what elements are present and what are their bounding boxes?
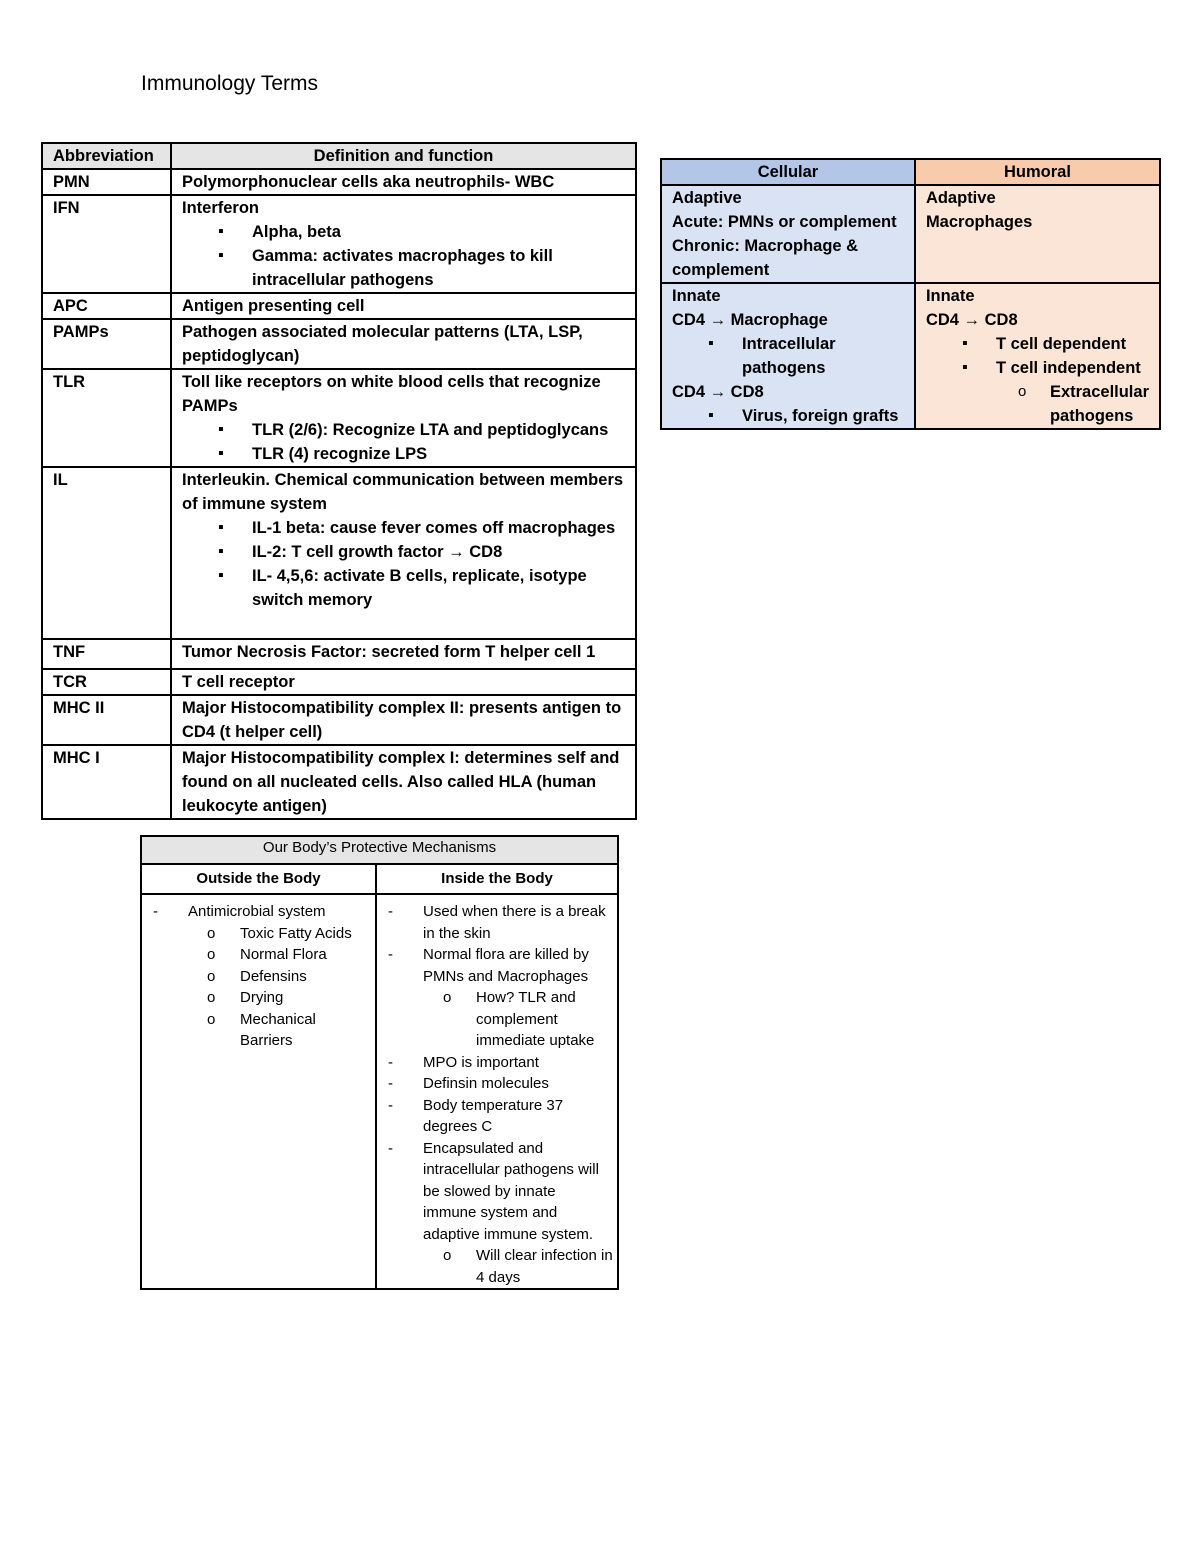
terms-header-row [42, 143, 636, 169]
term-definition [171, 169, 636, 195]
bullet-item: ▪ T cell dependent [926, 332, 1149, 356]
list-item: - Definsin molecules [387, 1073, 613, 1095]
bullet-item: ▪ T cell independent [926, 356, 1149, 380]
header-cellular: Cellular [661, 159, 915, 185]
term-definition [171, 369, 636, 467]
terms-row [42, 639, 636, 669]
sub-list-item: o Drying [152, 987, 371, 1009]
bullet-item: ▪ Virus, foreign grafts [672, 404, 904, 428]
terms-row [42, 369, 636, 467]
sub-list-item: o Toxic Fatty Acids [152, 923, 371, 945]
sub-list-item: o Will clear infection in 4 days [387, 1245, 613, 1288]
definition-text: Pathogen associated molecular patterns (LTA, LSP, peptidoglycan) [182, 323, 583, 365]
outside-body-cell [141, 894, 376, 1289]
terms-row [42, 695, 636, 745]
list-item: - Normal flora are killed by PMNs and Macrophages [387, 944, 613, 987]
bullet-list [672, 404, 904, 428]
sub-list-item: o Normal Flora [152, 944, 371, 966]
term-definition [171, 319, 636, 369]
bullet-list [182, 220, 625, 292]
adaptive-row [661, 185, 1160, 283]
cellular-innate-cell [661, 283, 915, 429]
bullet-item: ▪ Alpha, beta [182, 220, 625, 244]
bullet-item: ▪ Intracellular pathogens [672, 332, 904, 380]
dash-list [387, 901, 613, 987]
header-humoral: Humoral [915, 159, 1160, 185]
header-inside-body: Inside the Body [376, 864, 618, 894]
text-line: CD4 → CD8 [925, 311, 1018, 329]
inside-body-cell [376, 894, 618, 1289]
text-line: CD4 → Macrophage [672, 311, 828, 329]
definition-text: T cell receptor [182, 673, 295, 691]
bullet-item: ▪ IL-2: T cell growth factor → CD8 [182, 540, 625, 564]
term-definition [171, 639, 636, 669]
list-item: - Used when there is a break in the skin [387, 901, 613, 944]
term-abbreviation: APC [42, 293, 171, 319]
terms-row [42, 169, 636, 195]
text-line: Adaptive [672, 189, 742, 207]
definition-text: Tumor Necrosis Factor: secreted form T helper cell 1 [182, 643, 596, 661]
term-definition [171, 467, 636, 639]
bullet-list [182, 516, 625, 612]
protective-title: Our Body’s Protective Mechanisms [141, 836, 618, 864]
terms-row [42, 319, 636, 369]
innate-row [661, 283, 1160, 429]
text-line: Macrophages [925, 213, 1033, 231]
term-definition [171, 195, 636, 293]
definition-text: Major Histocompatibility complex II: presents antigen to CD4 (t helper cell) [182, 699, 622, 741]
list-item: - MPO is important [387, 1052, 613, 1074]
definition-text: Interleukin. Chemical communication between members of immune system [182, 471, 624, 513]
term-abbreviation: MHC II [42, 695, 171, 745]
cellular-adaptive-cell [661, 185, 915, 283]
terms-row [42, 195, 636, 293]
definition-text: Antigen presenting cell [182, 297, 365, 315]
sub-list-item: o Defensins [152, 966, 371, 988]
definition-text: Major Histocompatibility complex I: determines self and found on all nucleated cells. Also called HLA (human leukocyte antigen) [182, 749, 620, 815]
term-definition [171, 745, 636, 819]
text-line: Adaptive [925, 189, 996, 207]
dash-list [387, 1052, 613, 1246]
text-line: CD4 → CD8 [672, 383, 764, 401]
inside-sub-list [387, 987, 613, 1052]
text-line: Acute: PMNs or complement [672, 213, 897, 231]
definition-text: Toll like receptors on white blood cells that recognize PAMPs [182, 373, 601, 415]
terms-table [41, 142, 637, 820]
terms-row [42, 293, 636, 319]
bullet-item: ▪ TLR (2/6): Recognize LTA and peptidoglycans [182, 418, 625, 442]
bullet-list [182, 418, 625, 466]
term-abbreviation: TNF [42, 639, 171, 669]
bullet-item: ▪ IL- 4,5,6: activate B cells, replicate, isotype switch memory [182, 564, 625, 612]
term-definition [171, 669, 636, 695]
term-abbreviation: IL [42, 467, 171, 639]
terms-row [42, 669, 636, 695]
bullet-item: ▪ Gamma: activates macrophages to kill intracellular pathogens [182, 244, 625, 292]
term-definition [171, 293, 636, 319]
term-abbreviation: MHC I [42, 745, 171, 819]
outside-sub-list [152, 923, 371, 1052]
text-line: Innate [925, 287, 975, 305]
inside-sub-list [387, 1245, 613, 1288]
header-outside-body: Outside the Body [141, 864, 376, 894]
term-abbreviation: IFN [42, 195, 171, 293]
dash-list [152, 901, 371, 923]
humoral-adaptive-cell [915, 185, 1160, 283]
protective-mechanisms-table [140, 835, 619, 1290]
terms-row [42, 745, 636, 819]
terms-row [42, 467, 636, 639]
header-abbreviation: Abbreviation [42, 143, 171, 169]
header-definition: Definition and function [171, 143, 636, 169]
term-abbreviation: TLR [42, 369, 171, 467]
definition-text: Polymorphonuclear cells aka neutrophils- WBC [182, 173, 555, 191]
sub-bullet-list [926, 380, 1149, 428]
text-line: Chronic: Macrophage & complement [672, 237, 859, 279]
sub-list-item: o Mechanical Barriers [152, 1009, 371, 1052]
bullet-item: ▪ IL-1 beta: cause fever comes off macrophages [182, 516, 625, 540]
sub-list-item: o How? TLR and complement immediate uptake [387, 987, 613, 1052]
cellular-humoral-table [660, 158, 1161, 430]
definition-text: Interferon [182, 199, 260, 217]
list-item: - Encapsulated and intracellular pathogens will be slowed by innate immune system and adaptive immune system. [387, 1138, 613, 1246]
bullet-item: ▪ TLR (4) recognize LPS [182, 442, 625, 466]
list-item: - Antimicrobial system [152, 901, 371, 923]
term-abbreviation: PAMPs [42, 319, 171, 369]
text-line: Innate [672, 287, 721, 305]
page-title: Immunology Terms [141, 72, 319, 95]
bullet-list [926, 332, 1149, 380]
sub-bullet-item: o Extracellular pathogens [926, 380, 1149, 428]
term-abbreviation: PMN [42, 169, 171, 195]
term-abbreviation: TCR [42, 669, 171, 695]
terms-body [42, 169, 636, 819]
humoral-innate-cell [915, 283, 1160, 429]
list-item: - Body temperature 37 degrees C [387, 1095, 613, 1138]
term-definition [171, 695, 636, 745]
bullet-list [672, 332, 904, 380]
